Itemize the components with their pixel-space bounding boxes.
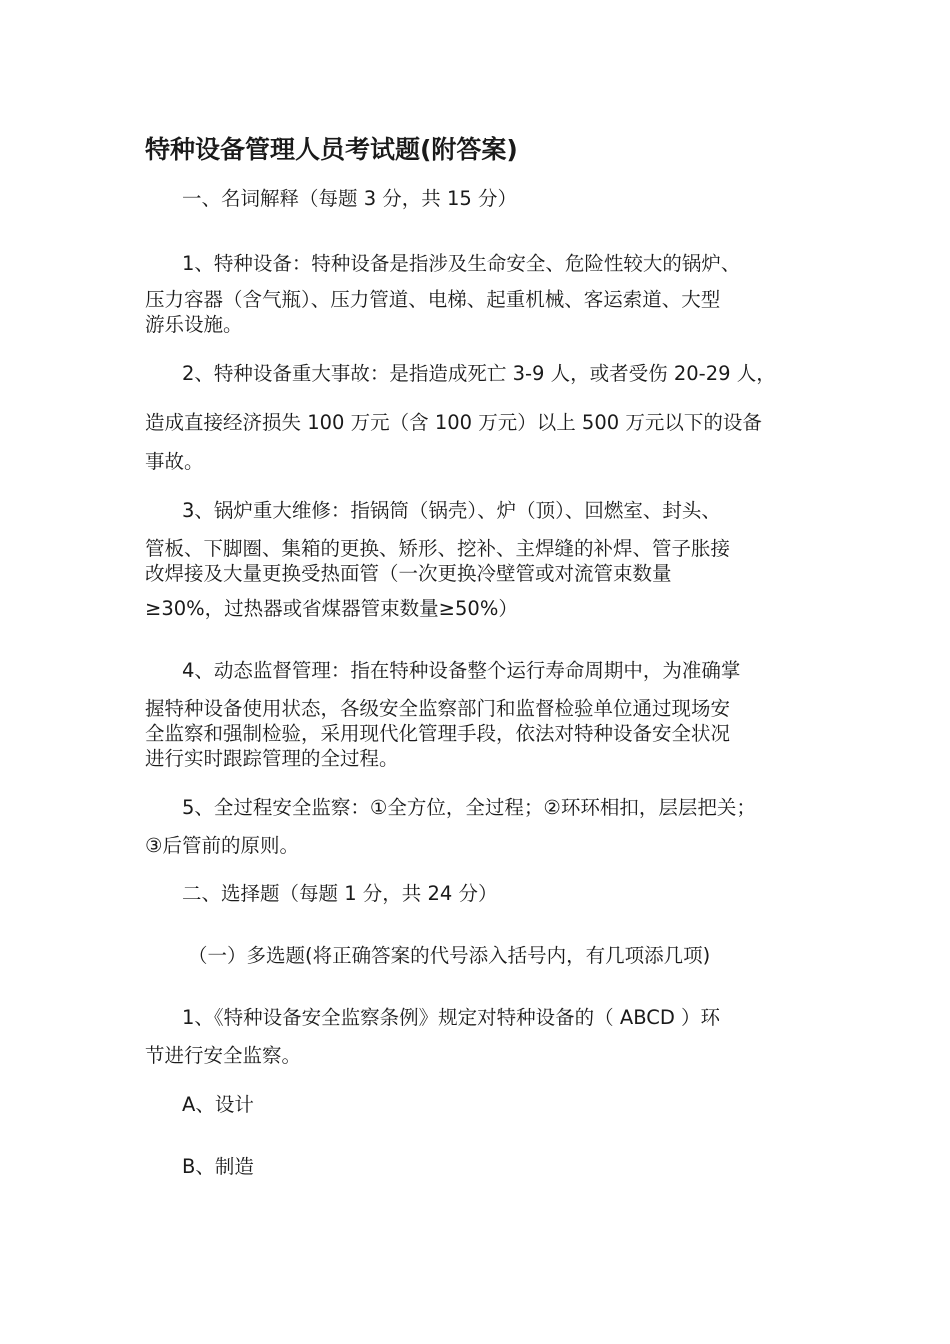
term2-line2: 造成直接经济损失 100 万元（含 100 万元）以上 500 万元以下的设备 — [145, 411, 762, 434]
section2-heading: 二、选择题（每题 1 分，共 24 分） — [182, 882, 498, 905]
term3-line2: 管板、下脚圈、集箱的更换、矫形、挖补、主焊缝的补焊、管子胀接 — [145, 537, 731, 560]
term4-line4: 进行实时跟踪管理的全过程。 — [145, 747, 399, 770]
question1-option-a: A、设计 — [182, 1093, 254, 1116]
section2-subheading: （一）多选题(将正确答案的代号添入括号内，有几项添几项) — [188, 944, 711, 967]
term4-line1: 4、动态监督管理：指在特种设备整个运行寿命周期中，为准确掌 — [182, 659, 741, 682]
document-title: 特种设备管理人员考试题(附答案) — [145, 135, 518, 164]
term4-line2: 握特种设备使用状态，各级安全监察部门和监督检验单位通过现场安 — [145, 697, 731, 720]
question1-option-b: B、制造 — [182, 1155, 254, 1178]
term1-line1: 1、特种设备：特种设备是指涉及生命安全、危险性较大的锅炉、 — [182, 252, 741, 275]
term5-line2: ③后管前的原则。 — [145, 834, 299, 857]
term3-line1: 3、锅炉重大维修：指锅筒（锅壳）、炉（顶）、回燃室、封头、 — [182, 499, 721, 522]
term3-line3: 改焊接及大量更换受热面管（一次更换冷壁管或对流管束数量 — [145, 562, 672, 585]
term3-line4: ≥30%，过热器或省煤器管束数量≥50%） — [145, 597, 518, 620]
term5-line1: 5、全过程安全监察：①全方位，全过程；②环环相扣，层层把关； — [182, 796, 756, 819]
term1-line2: 压力容器（含气瓶）、压力管道、电梯、起重机械、客运索道、大型 — [145, 288, 721, 311]
term2-line3: 事故。 — [145, 450, 204, 473]
question1-line2: 节进行安全监察。 — [145, 1044, 302, 1067]
section1-heading: 一、名词解释（每题 3 分，共 15 分） — [182, 187, 518, 210]
term2-line1: 2、特种设备重大事故：是指造成死亡 3-9 人，或者受伤 20-29 人， — [182, 362, 776, 385]
term4-line3: 全监察和强制检验，采用现代化管理手段，依法对特种设备安全状况 — [145, 722, 731, 745]
question1-line1: 1、《特种设备安全监察条例》规定对特种设备的（ ABCD ）环 — [182, 1006, 721, 1029]
term1-line3: 游乐设施。 — [145, 313, 243, 336]
